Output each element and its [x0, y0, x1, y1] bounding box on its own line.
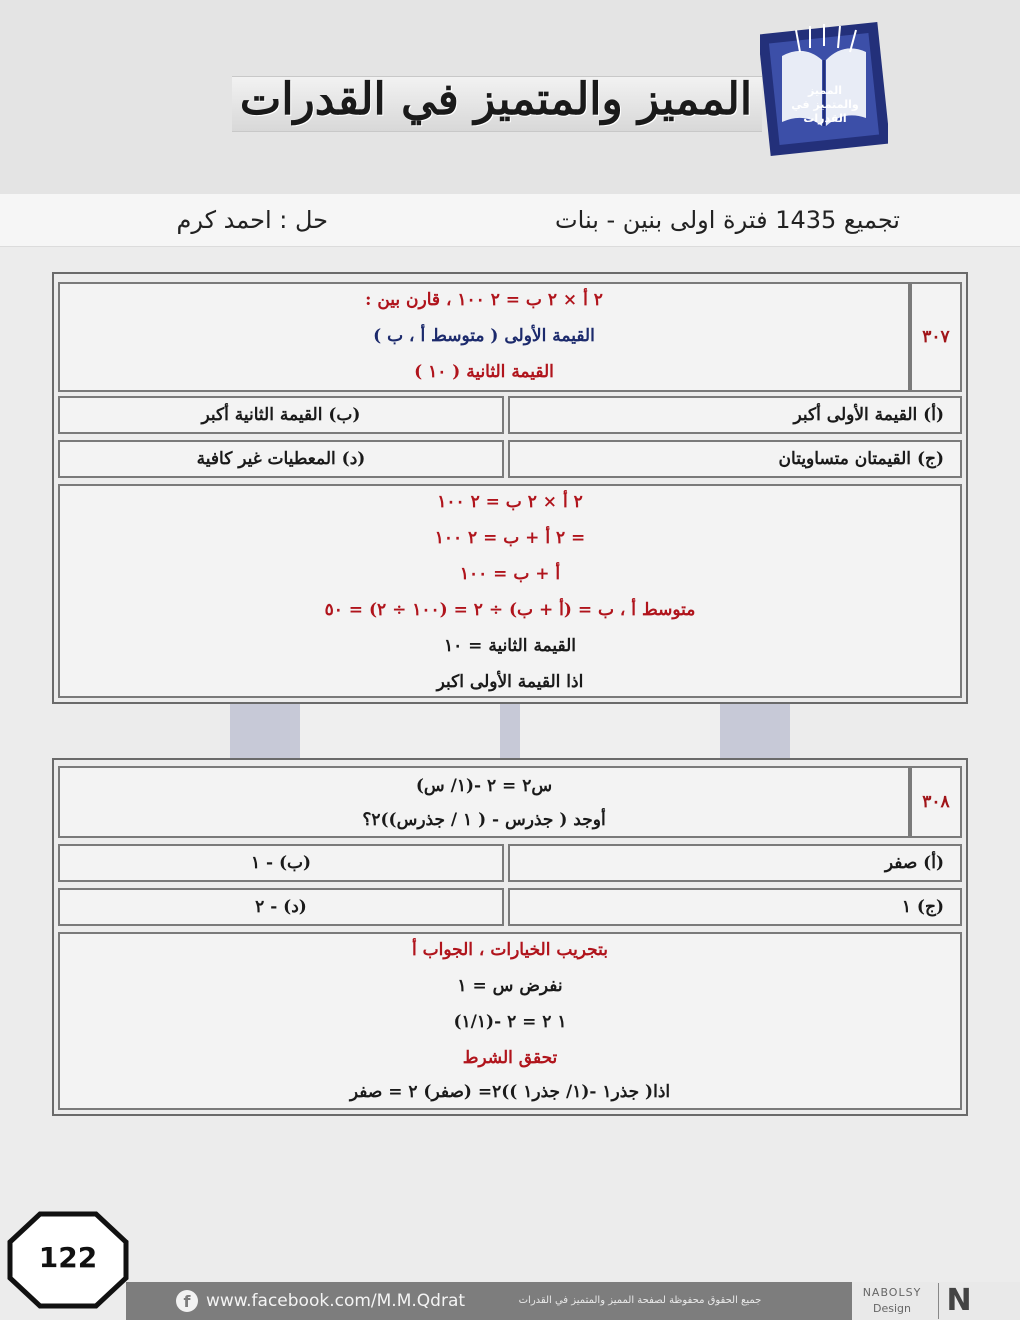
question-stem-cell — [58, 766, 910, 838]
solution-line: القيمة الثانية = ١٠ — [443, 636, 577, 656]
solution-line: اذا القيمة الأولى اكبر — [436, 672, 584, 692]
solution-line: اذا( جذر١ -(١/ جذر١ ))٢= (صفر) ٢ = صفر — [349, 1082, 671, 1102]
solver-credit: حل : احمد كرم — [176, 206, 328, 234]
question-stem-line: أوجد ( جذرس - ( ١ / جذرس))٢؟ — [362, 810, 606, 830]
question-stem-line: ٢ أ × ٢ ب = ٢ ١٠٠ ، قارن بين : — [365, 290, 603, 310]
designer-mark: N — [938, 1283, 979, 1319]
page-number: 122 — [38, 1241, 98, 1274]
solution-line: متوسط أ ، ب = (أ + ب) ÷ ٢ = (١٠٠ ÷ ٢) = ٥٠ — [324, 600, 696, 620]
option-a[interactable]: (أ) صفر — [508, 844, 962, 882]
question-number-cell — [910, 766, 962, 838]
option-c[interactable]: (ج) القيمتان متساويتان — [508, 440, 962, 478]
question-number: ٣٠٧ — [922, 327, 950, 347]
copyright-note: جميع الحقوق محفوظة لصفحة المميز والمتميز في القدرات — [518, 1295, 762, 1306]
question-308-block — [52, 758, 968, 1116]
option-d[interactable]: (د) - ٢ — [58, 888, 504, 926]
designer-name: NABOLSY — [862, 1286, 922, 1299]
option-b[interactable]: (ب) القيمة الثانية أكبر — [58, 396, 504, 434]
solution-cell — [58, 932, 962, 1110]
option-a[interactable]: (أ) القيمة الأولى أكبر — [508, 396, 962, 434]
solution-line: نفرض س = ١ — [457, 976, 563, 996]
solution-line: ١ ٢ = ٢ -(١/١) — [453, 1012, 567, 1032]
question-stem-line: القيمة الثانية ( ١٠ ) — [414, 362, 554, 382]
solution-line: بتجريب الخيارات ، الجواب أ — [411, 940, 609, 960]
collection-subtitle: تجميع 1435 فترة اولى بنين - بنات — [555, 206, 900, 234]
question-stem-line: س٢ = ٢ -(١/ س) — [415, 776, 553, 796]
solution-line: تحقق الشرط — [462, 1048, 558, 1068]
question-stem-cell — [58, 282, 910, 392]
question-number-cell — [910, 282, 962, 392]
option-d[interactable]: (د) المعطيات غير كافية — [58, 440, 504, 478]
designer-sub: Design — [873, 1302, 911, 1315]
solution-line: ٢ أ × ٢ ب = ٢ ١٠٠ — [437, 492, 583, 512]
facebook-icon[interactable]: f — [176, 1290, 198, 1312]
logo-text: المميز والمتميز في القدرات — [791, 84, 859, 125]
question-stem-line: القيمة الأولى ( متوسط أ ، ب ) — [373, 326, 595, 346]
option-b[interactable]: (ب) - ١ — [58, 844, 504, 882]
question-307-block — [52, 272, 968, 704]
solution-cell — [58, 484, 962, 698]
page-title: المميز والمتميز في القدرات — [239, 74, 753, 125]
option-c[interactable]: (ج) ١ — [508, 888, 962, 926]
solution-line: أ + ب = ١٠٠ — [459, 564, 561, 584]
facebook-link[interactable]: www.facebook.com/M.M.Qdrat — [206, 1291, 466, 1311]
question-number: ٣٠٨ — [922, 792, 950, 812]
solution-line: = ٢ أ + ب = ٢ ١٠٠ — [434, 528, 586, 548]
